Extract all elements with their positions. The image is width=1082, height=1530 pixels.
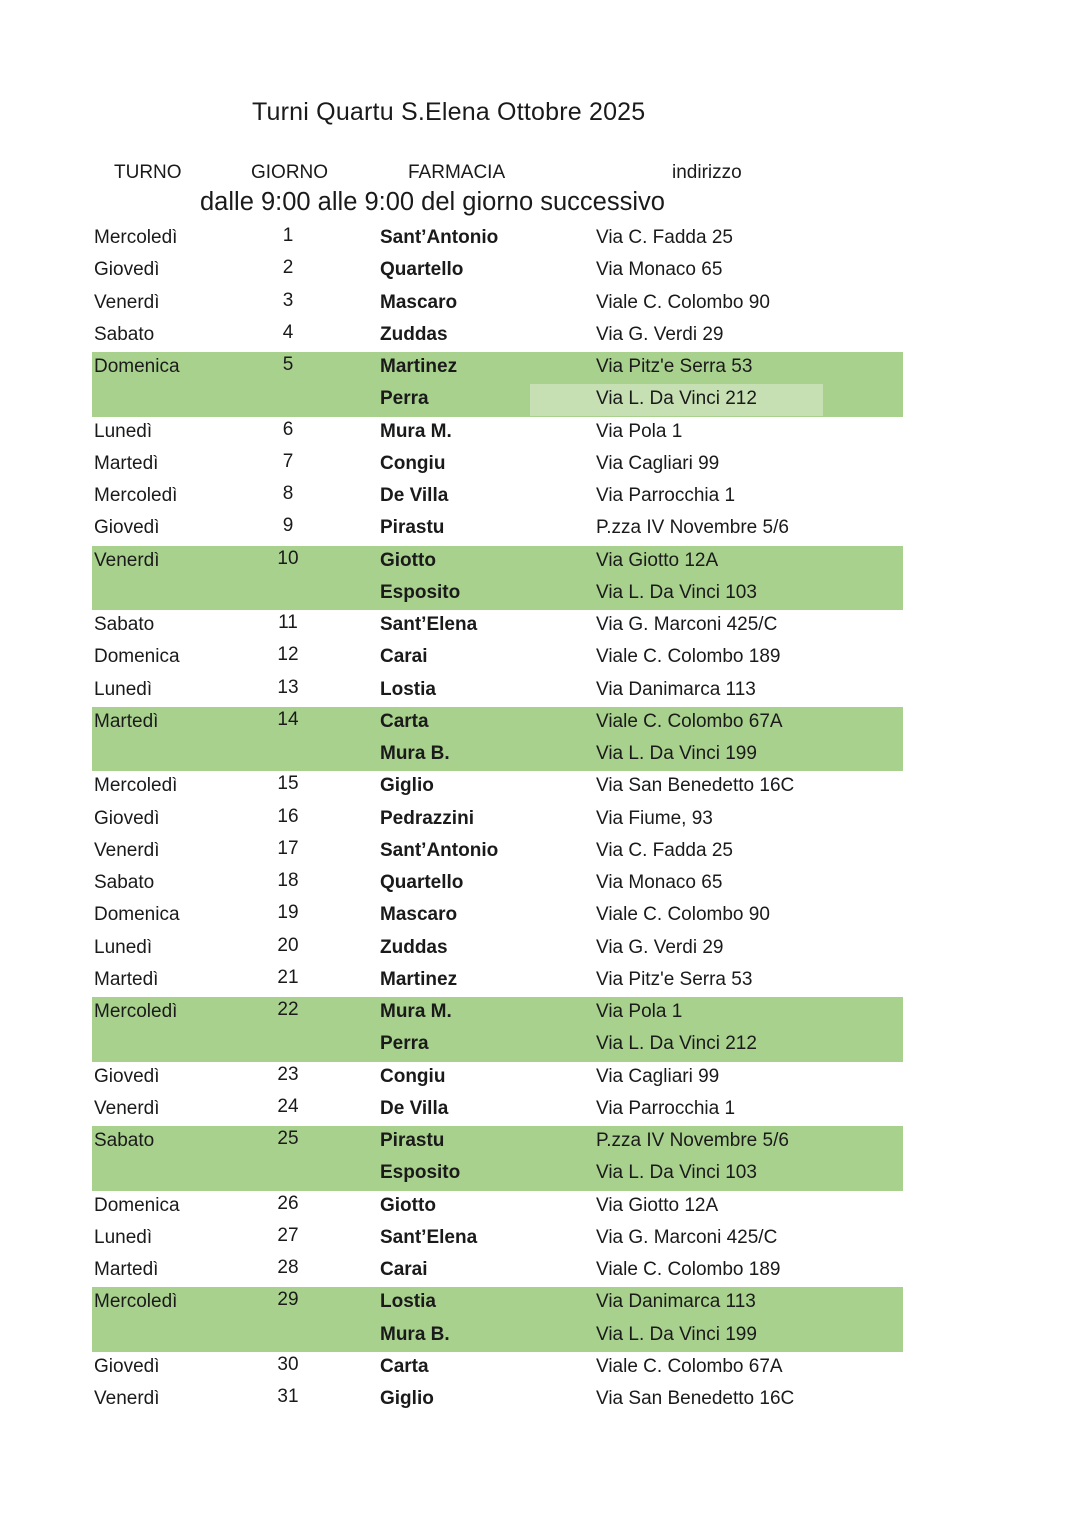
table-row xyxy=(92,417,903,449)
giorno-cell: 17 xyxy=(277,837,299,859)
turno-cell: Venerdì xyxy=(94,839,160,861)
indirizzo-cell: Viale C. Colombo 90 xyxy=(596,291,770,313)
indirizzo-cell: Via G. Marconi 425/C xyxy=(596,1226,778,1248)
farmacia-cell: Carai xyxy=(380,646,428,668)
turno-cell: Venerdì xyxy=(94,1388,160,1409)
turno-cell: Lunedì xyxy=(94,1226,153,1248)
schedule-hours-note: dalle 9:00 alle 9:00 del giorno successivo xyxy=(200,188,665,216)
indirizzo-cell: Via Monaco 65 xyxy=(596,872,723,893)
giorno-cell: 16 xyxy=(277,805,299,827)
table-row xyxy=(92,836,903,868)
giorno-cell: 9 xyxy=(282,515,294,537)
farmacia-cell: Giglio xyxy=(380,1388,434,1409)
table-row xyxy=(92,868,903,900)
indirizzo-cell: Viale C. Colombo 67A xyxy=(596,710,783,732)
table-row xyxy=(92,900,903,932)
turno-cell: Mercoledì xyxy=(94,1291,178,1313)
farmacia-cell: Sant’Antonio xyxy=(380,227,499,248)
farmacia-cell: Quartello xyxy=(380,872,464,893)
indirizzo-cell: Via L. Da Vinci 103 xyxy=(596,581,757,603)
turno-cell: Venerdì xyxy=(94,549,160,571)
table-row xyxy=(92,513,903,545)
giorno-cell: 7 xyxy=(282,450,294,472)
table-row xyxy=(92,1126,903,1158)
farmacia-cell: Zuddas xyxy=(380,323,448,345)
indirizzo-cell: Via Pitz'e Serra 53 xyxy=(596,968,753,990)
table-row xyxy=(92,449,903,481)
farmacia-cell: Pirastu xyxy=(380,517,445,539)
table-row xyxy=(92,223,903,255)
turno-cell: Giovedì xyxy=(94,259,160,281)
turno-cell: Giovedì xyxy=(94,807,160,829)
table-row xyxy=(92,1158,903,1190)
giorno-cell: 23 xyxy=(277,1063,299,1085)
indirizzo-cell: Via San Benedetto 16C xyxy=(596,1388,795,1409)
indirizzo-cell: Via Parrocchia 1 xyxy=(596,485,736,506)
giorno-cell: 21 xyxy=(277,966,299,988)
table-row xyxy=(92,255,903,287)
indirizzo-cell: Via L. Da Vinci 103 xyxy=(596,1162,757,1184)
turno-cell: Mercoledì xyxy=(94,227,178,248)
indirizzo-cell: Via Pitz'e Serra 53 xyxy=(596,356,753,377)
farmacia-cell: Zuddas xyxy=(380,936,448,958)
indirizzo-cell: Via Parrocchia 1 xyxy=(596,1097,736,1119)
table-row xyxy=(92,1320,903,1352)
turno-cell: Mercoledì xyxy=(94,485,178,506)
farmacia-cell: Pedrazzini xyxy=(380,807,474,829)
giorno-cell: 18 xyxy=(277,870,299,891)
farmacia-cell: Giotto xyxy=(380,1194,436,1216)
table-row xyxy=(92,384,903,416)
table-row xyxy=(92,320,903,352)
indirizzo-cell: Via G. Marconi 425/C xyxy=(596,614,778,635)
giorno-cell: 15 xyxy=(277,773,299,795)
farmacia-cell: Mascaro xyxy=(380,291,458,313)
giorno-cell: 26 xyxy=(277,1192,299,1214)
giorno-cell: 24 xyxy=(277,1095,299,1117)
turno-cell: Venerdì xyxy=(94,291,160,313)
table-row xyxy=(92,546,903,578)
giorno-cell: 13 xyxy=(277,676,299,698)
indirizzo-cell: P.zza IV Novembre 5/6 xyxy=(596,1130,789,1151)
turno-cell: Mercoledì xyxy=(94,775,178,797)
farmacia-cell: Carta xyxy=(380,710,429,732)
giorno-cell: 6 xyxy=(282,418,294,440)
indirizzo-cell: Via Danimarca 113 xyxy=(596,678,756,700)
indirizzo-cell: Via Pola 1 xyxy=(596,420,683,442)
turno-cell: Domenica xyxy=(94,1194,180,1216)
column-header-turno: TURNO xyxy=(114,162,182,183)
turno-cell: Martedì xyxy=(94,968,159,990)
table-row xyxy=(92,481,903,513)
table-row xyxy=(92,642,903,674)
giorno-cell: 27 xyxy=(277,1224,299,1246)
giorno-cell: 1 xyxy=(282,225,294,246)
giorno-cell: 11 xyxy=(278,612,298,633)
farmacia-cell: Martinez xyxy=(380,356,458,377)
farmacia-cell: Sant’Antonio xyxy=(380,839,499,861)
giorno-cell: 28 xyxy=(277,1257,299,1278)
giorno-cell: 29 xyxy=(277,1289,299,1311)
table-row xyxy=(92,1062,903,1094)
turno-cell: Sabato xyxy=(94,872,155,893)
indirizzo-cell: Via L. Da Vinci 212 xyxy=(596,388,757,410)
giorno-cell: 4 xyxy=(282,321,294,343)
table-row xyxy=(92,1384,903,1416)
indirizzo-cell: Viale C. Colombo 90 xyxy=(596,904,770,926)
table-row xyxy=(92,804,903,836)
turno-cell: Martedì xyxy=(94,452,159,474)
giorno-cell: 5 xyxy=(282,354,294,375)
turno-cell: Mercoledì xyxy=(94,1001,178,1022)
farmacia-cell: Pirastu xyxy=(380,1130,445,1151)
table-row xyxy=(92,707,903,739)
table-row xyxy=(92,739,903,771)
indirizzo-cell: Viale C. Colombo 189 xyxy=(596,646,781,668)
turno-cell: Venerdì xyxy=(94,1097,160,1119)
turno-cell: Giovedì xyxy=(94,517,160,539)
indirizzo-cell: Via G. Verdi 29 xyxy=(596,936,724,958)
giorno-cell: 2 xyxy=(282,257,294,279)
farmacia-cell: Carta xyxy=(380,1355,429,1377)
turno-cell: Sabato xyxy=(94,1130,155,1151)
table-row xyxy=(92,1029,903,1061)
farmacia-cell: Esposito xyxy=(380,581,461,603)
turno-cell: Domenica xyxy=(94,904,180,926)
indirizzo-cell: Via Danimarca 113 xyxy=(596,1291,756,1313)
farmacia-cell: Congiu xyxy=(380,1065,446,1087)
indirizzo-cell: Via Cagliari 99 xyxy=(596,1065,720,1087)
indirizzo-cell: Via Giotto 12A xyxy=(596,549,719,571)
table-row xyxy=(92,1255,903,1287)
farmacia-cell: Perra xyxy=(380,388,429,410)
column-header-farmacia: FARMACIA xyxy=(408,162,506,183)
turno-cell: Lunedì xyxy=(94,936,153,958)
table-row xyxy=(92,578,903,610)
indirizzo-cell: Via L. Da Vinci 199 xyxy=(596,1323,757,1345)
indirizzo-cell: Via G. Verdi 29 xyxy=(596,323,724,345)
farmacia-cell: Mura B. xyxy=(380,743,450,764)
giorno-cell: 19 xyxy=(277,902,299,924)
schedule-table xyxy=(92,223,903,1416)
table-row xyxy=(92,933,903,965)
indirizzo-cell: Viale C. Colombo 189 xyxy=(596,1259,781,1280)
page-title: Turni Quartu S.Elena Ottobre 2025 xyxy=(252,98,646,126)
table-row xyxy=(92,610,903,642)
turno-cell: Lunedì xyxy=(94,420,153,442)
turno-cell: Martedì xyxy=(94,1259,159,1280)
giorno-cell: 10 xyxy=(277,547,299,569)
turno-cell: Martedì xyxy=(94,710,159,732)
giorno-cell: 22 xyxy=(277,999,299,1020)
turno-cell: Domenica xyxy=(94,356,180,377)
farmacia-cell: Mura M. xyxy=(380,1001,452,1022)
farmacia-cell: Carai xyxy=(380,1259,428,1280)
table-row xyxy=(92,352,903,384)
giorno-cell: 30 xyxy=(277,1353,299,1375)
table-row xyxy=(92,965,903,997)
farmacia-cell: Lostia xyxy=(380,678,436,700)
indirizzo-cell: Via Fiume, 93 xyxy=(596,807,713,829)
table-row xyxy=(92,997,903,1029)
giorno-cell: 8 xyxy=(282,483,294,504)
turno-cell: Sabato xyxy=(94,614,155,635)
indirizzo-cell: Via C. Fadda 25 xyxy=(596,227,733,248)
farmacia-cell: Perra xyxy=(380,1033,429,1055)
table-row xyxy=(92,288,903,320)
giorno-cell: 25 xyxy=(277,1128,299,1149)
indirizzo-cell: Via L. Da Vinci 212 xyxy=(596,1033,757,1055)
indirizzo-cell: Via San Benedetto 16C xyxy=(596,775,795,797)
column-header-indirizzo: indirizzo xyxy=(672,162,742,183)
indirizzo-cell: Via Giotto 12A xyxy=(596,1194,719,1216)
table-row xyxy=(92,1094,903,1126)
farmacia-cell: Lostia xyxy=(380,1291,436,1313)
farmacia-cell: Congiu xyxy=(380,452,446,474)
indirizzo-cell: Via L. Da Vinci 199 xyxy=(596,743,757,764)
turno-cell: Domenica xyxy=(94,646,180,668)
farmacia-cell: De Villa xyxy=(380,485,449,506)
table-row xyxy=(92,1287,903,1319)
giorno-cell: 31 xyxy=(277,1386,299,1407)
farmacia-cell: Sant’Elena xyxy=(380,1226,478,1248)
farmacia-cell: Sant’Elena xyxy=(380,614,478,635)
table-row xyxy=(92,771,903,803)
indirizzo-cell: Viale C. Colombo 67A xyxy=(596,1355,783,1377)
turno-cell: Giovedì xyxy=(94,1065,160,1087)
farmacia-cell: Quartello xyxy=(380,259,464,281)
giorno-cell: 20 xyxy=(277,934,299,956)
table-row xyxy=(92,1352,903,1384)
farmacia-cell: Giglio xyxy=(380,775,434,797)
turno-cell: Sabato xyxy=(94,323,155,345)
farmacia-cell: Esposito xyxy=(380,1162,461,1184)
indirizzo-cell: Via Pola 1 xyxy=(596,1001,683,1022)
indirizzo-cell: P.zza IV Novembre 5/6 xyxy=(596,517,789,539)
farmacia-cell: Mascaro xyxy=(380,904,458,926)
farmacia-cell: Martinez xyxy=(380,968,458,990)
table-row xyxy=(92,1191,903,1223)
table-row xyxy=(92,675,903,707)
giorno-cell: 12 xyxy=(277,644,299,666)
farmacia-cell: Mura M. xyxy=(380,420,452,442)
column-header-giorno: GIORNO xyxy=(251,162,329,183)
turno-cell: Giovedì xyxy=(94,1355,160,1377)
indirizzo-cell: Via Monaco 65 xyxy=(596,259,723,281)
table-row xyxy=(92,1223,903,1255)
farmacia-cell: De Villa xyxy=(380,1097,449,1119)
indirizzo-cell: Via Cagliari 99 xyxy=(596,452,720,474)
giorno-cell: 14 xyxy=(277,708,299,730)
indirizzo-cell: Via C. Fadda 25 xyxy=(596,839,733,861)
farmacia-cell: Mura B. xyxy=(380,1323,450,1345)
turno-cell: Lunedì xyxy=(94,678,153,700)
farmacia-cell: Giotto xyxy=(380,549,436,571)
giorno-cell: 3 xyxy=(282,289,294,311)
